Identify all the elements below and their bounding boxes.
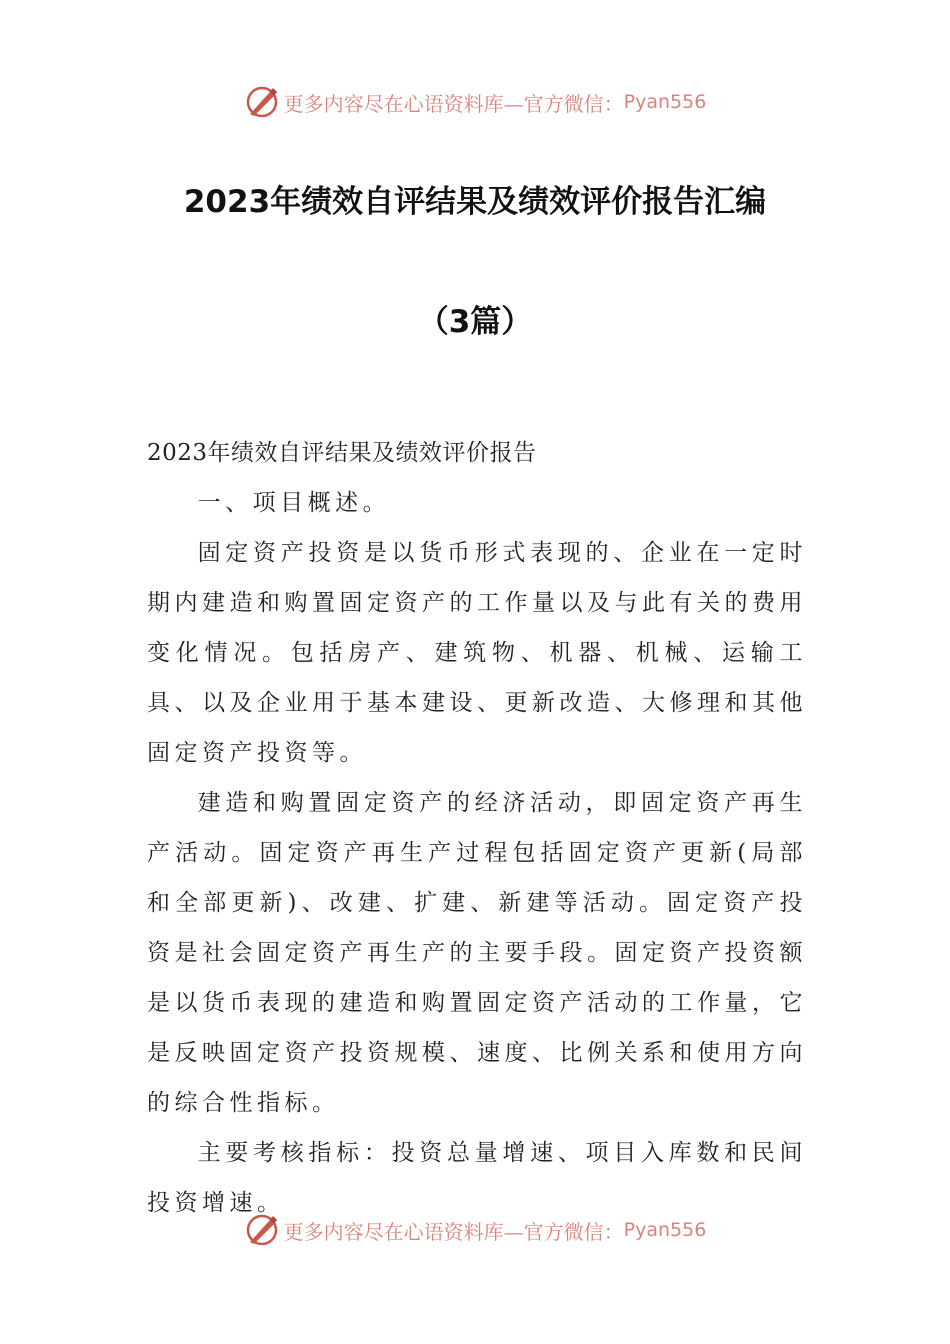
watermark-text: 更多内容尽在心语资料库—官方微信：: [283, 1219, 624, 1244]
watermark-wechat-id: Pyan556: [623, 91, 707, 113]
document-body: [147, 428, 807, 1228]
watermark-wechat-id: Pyan556: [623, 1219, 707, 1241]
paragraph-definition: 固定资产投资是以货币形式表现的、企业在一定时期内建造和购置固定资产的工作量以及与此有关的费用变化情况。包括房产、建筑物、机器、机械、运输工具、以及企业用于基本建设、更新改造、大修理和其他固定资产投资等。: [147, 540, 807, 766]
document-subtitle: （3篇）: [417, 304, 533, 340]
paragraph-reproduction: 建造和购置固定资产的经济活动，即固定资产再生产活动。固定资产再生产过程包括固定资产更新(局部和全部更新)、改建、扩建、新建等活动。固定资产投资是社会固定资产再生产的主要手段。固定资产投资额是以货币表现的建造和购置固定资产活动的工作量，它是反映固定资产投资规模、速度、比例关系和使用方向的综合性指标。: [147, 790, 807, 1116]
paragraph-overview-heading: 一、项目概述。: [197, 490, 391, 516]
header-watermark: [0, 82, 950, 122]
watermark-text: 更多内容尽在心语资料库—官方微信：: [283, 91, 624, 116]
document-title: 2023年绩效自评结果及绩效评价报告汇编: [183, 184, 767, 220]
pen-logo-icon: [244, 1212, 280, 1248]
pen-logo-icon: [244, 84, 280, 120]
paragraph-indicators: 主要考核指标：投资总量增速、项目入库数和民间投资增速。: [147, 1140, 807, 1216]
footer-watermark: [0, 1210, 950, 1250]
section-heading: 2023年绩效自评结果及绩效评价报告: [147, 440, 537, 466]
